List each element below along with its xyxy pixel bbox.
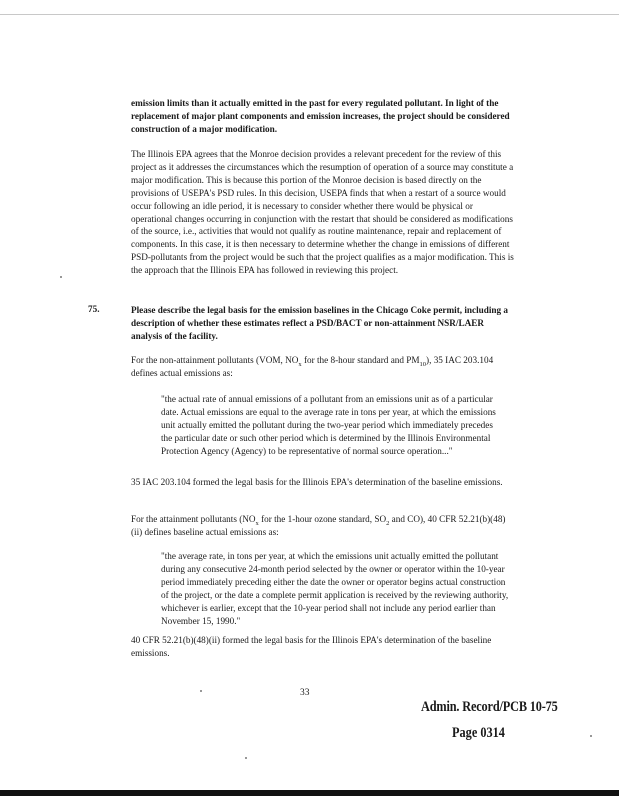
attainment-text-post: and CO), 40 CFR 52.21(b)(48)(ii) defines baseline actual emissions as: (131, 514, 506, 537)
page-number: 33 (300, 688, 310, 698)
bottom-scan-border (0, 790, 619, 796)
attainment-text-mid: for the 1-hour ozone standard, SO (258, 514, 387, 524)
so2-subscript: 2 (386, 519, 390, 527)
attainment-paragraph (131, 513, 511, 539)
scan-speck (60, 276, 62, 278)
attainment-text-pre: For the attainment pollutants (NO (131, 514, 256, 524)
question-number: 75. (88, 304, 100, 314)
scan-speck (200, 690, 202, 692)
legal-basis-paragraph-1: 35 IAC 203.104 formed the legal basis for the Illinois EPA's determination of the baseline emissions. (131, 477, 503, 487)
continued-paragraph: emission limits than it actually emitted in the past for every regulated pollutant. In light of the replacement of major plant components and emission increases, the project should be considered construction of a major modification. (131, 98, 510, 134)
admin-page-stamp: Page 0314 (452, 725, 505, 741)
nonattainment-text-post: ), 35 IAC 203.104 defines actual emissions as: (131, 355, 494, 378)
actual-emissions-quote: "the actual rate of annual emissions of a pollutant from an emissions unit as of a particular date. Actual emissions are equal to the average rate in tons per year, at which the emissions unit actually emitted the pollutant during the two-year period which immediately precedes the particular date or such other period which is determined by the Illinois Environmental Protection Agency (Agency) to be representative of normal source operation..." (161, 394, 496, 456)
epa-response-paragraph: The Illinois EPA agrees that the Monroe decision provides a relevant precedent for the review of this project as it addresses the circumstances which the resumption of operation of a source may constitute a major modification. This is because this portion of the Monroe decision is based directly on the provisions of USEPA's PSD rules. In this decision, USEPA finds that when a restart of a source would occur following an idle period, it is necessary to consider whether there would be physical or operational changes occurring in conjunction with the restart that should be considered as modifications of the source, i.e., activities that would not qualify as routine maintenance, repair and replacement of components. In this case, it is then necessary to determine whether the change in emissions of different PSD-pollutants from the project would be such that the project qualifies as a major modification. This is the approach that the Illinois EPA has followed in reviewing this project. (131, 149, 514, 276)
scan-speck (590, 735, 592, 737)
nonattainment-paragraph (131, 354, 511, 380)
nonattainment-text-pre: For the non-attainment pollutants (VOM, NO (131, 355, 299, 365)
admin-record-stamp: Admin. Record/PCB 10-75 (421, 699, 558, 715)
nonattainment-text-mid: for the 8-hour standard and PM (301, 355, 420, 365)
scan-speck (245, 757, 247, 759)
legal-basis-paragraph-2: 40 CFR 52.21(b)(48)(ii) formed the legal basis for the Illinois EPA's determination of the baseline emissions. (131, 635, 492, 658)
question-text: Please describe the legal basis for the emission baselines in the Chicago Coke permit, including a description of whether these estimates reflect a PSD/BACT or non-attainment NSR/LAER analysis of the facility. (131, 305, 509, 341)
pm-subscript: 10 (419, 360, 427, 368)
baseline-actual-emissions-quote: "the average rate, in tons per year, at which the emissions unit actually emitted the pollutant during any consecutive 24-month period selected by the owner or operator within the 10-year period immediately preceding either the date the owner or operator begins actual construction of the project, or the date a complete permit application is received by the reviewing authority, whichever is earlier, except that the 10-year period shall not include any period earlier than November 15, 1990." (161, 551, 509, 626)
nox-subscript-2: x (255, 519, 259, 527)
nox-subscript: x (298, 360, 302, 368)
